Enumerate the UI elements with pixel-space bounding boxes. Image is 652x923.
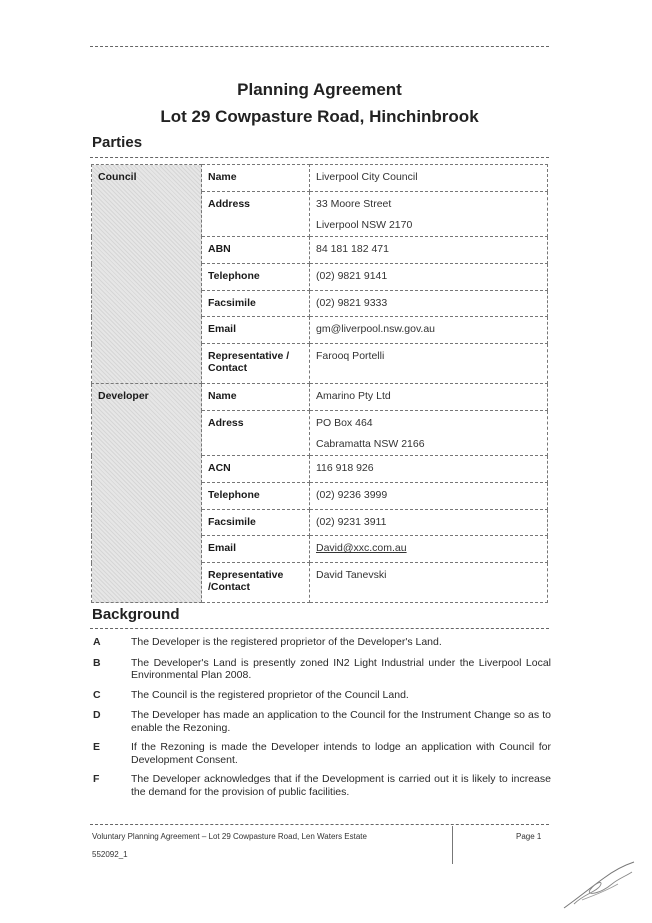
list-item-text: The Developer has made an application to the Council for the Instrument Change so as to enable the Rezoning. xyxy=(131,709,551,734)
field-label: Address xyxy=(202,192,310,237)
developer-acn: 116 918 926 xyxy=(310,456,548,483)
field-label: Facsimile xyxy=(202,291,310,317)
developer-email[interactable]: David@xxc.com.au xyxy=(310,536,548,563)
council-address-line2: Liverpool NSW 2170 xyxy=(316,219,413,231)
list-item xyxy=(93,741,551,766)
council-telephone: (02) 9821 9141 xyxy=(310,264,548,291)
list-item xyxy=(93,636,551,649)
list-item xyxy=(93,773,551,798)
rep-label-line1: Representative / xyxy=(208,350,290,362)
developer-representative: David Tanevski xyxy=(310,563,548,603)
field-label: Name xyxy=(202,384,310,411)
list-item-letter: A xyxy=(93,636,101,648)
parties-heading: Parties xyxy=(92,134,143,151)
developer-facsimile: (02) 9231 3911 xyxy=(310,510,548,536)
footer-document-title: Voluntary Planning Agreement – Lot 29 Cowpasture Road, Len Waters Estate xyxy=(92,832,367,841)
field-label: Adress xyxy=(202,411,310,456)
footer-divider xyxy=(452,826,453,864)
field-label: Facsimile xyxy=(202,510,310,536)
signature-initials xyxy=(560,858,640,913)
council-facsimile: (02) 9821 9333 xyxy=(310,291,548,317)
developer-address-line1: PO Box 464 xyxy=(316,417,373,429)
council-address xyxy=(310,192,548,237)
table-row xyxy=(92,384,548,411)
list-item-text: The Council is the registered proprietor of the Council Land. xyxy=(131,688,409,701)
document-title: Planning Agreement xyxy=(237,80,402,99)
list-item-letter: D xyxy=(93,709,101,721)
list-item-letter: E xyxy=(93,741,101,753)
list-item-text: If the Rezoning is made the Developer intends to lodge an application with Council for Development Consent. xyxy=(131,741,551,766)
parties-rule xyxy=(90,157,549,158)
field-label: Name xyxy=(202,165,310,192)
field-label: Telephone xyxy=(202,483,310,510)
field-label xyxy=(202,344,310,384)
field-label: ABN xyxy=(202,237,310,264)
table-row xyxy=(92,165,548,192)
background-heading: Background xyxy=(92,606,180,623)
field-label xyxy=(202,563,310,603)
list-item-letter: C xyxy=(93,688,101,701)
council-abn: 84 181 182 471 xyxy=(310,237,548,264)
header-rule xyxy=(90,46,549,47)
list-item-letter: F xyxy=(93,773,100,785)
background-rule xyxy=(90,628,549,629)
rep-label-line1: Representative xyxy=(208,569,284,581)
list-item-text: The Developer is the registered proprietor of the Developer's Land. xyxy=(131,636,442,648)
rep-label-line2: /Contact xyxy=(208,581,250,593)
rep-label-line2: Contact xyxy=(208,362,248,374)
party-council-label: Council xyxy=(92,165,202,384)
list-item-text: The Developer's Land is presently zoned IN2 Light Industrial under the Liverpool Local Environmental Plan 2008. xyxy=(131,656,551,681)
field-label: Email xyxy=(202,536,310,563)
list-item-text: The Developer acknowledges that if the Development is carried out it is likely to increase the demand for the provision of public facilities. xyxy=(131,773,551,798)
field-label: ACN xyxy=(202,456,310,483)
developer-address xyxy=(310,411,548,456)
list-item xyxy=(93,689,551,702)
parties-table xyxy=(91,164,548,603)
developer-address-line2: Cabramatta NSW 2166 xyxy=(316,438,425,450)
developer-name: Amarino Pty Ltd xyxy=(310,384,548,411)
page-number: Page 1 xyxy=(516,832,542,841)
council-email: gm@liverpool.nsw.gov.au xyxy=(310,317,548,344)
footer-reference: 552092_1 xyxy=(92,850,128,859)
council-name: Liverpool City Council xyxy=(310,165,548,192)
council-representative: Farooq Portelli xyxy=(310,344,548,384)
field-label: Telephone xyxy=(202,264,310,291)
list-item xyxy=(93,657,551,682)
field-label: Email xyxy=(202,317,310,344)
document-subtitle: Lot 29 Cowpasture Road, Hinchinbrook xyxy=(160,107,479,126)
council-address-line1: 33 Moore Street xyxy=(316,198,392,210)
developer-telephone: (02) 9236 3999 xyxy=(310,483,548,510)
background-list xyxy=(93,636,551,798)
party-developer-label: Developer xyxy=(92,384,202,603)
list-item-letter: B xyxy=(93,656,101,669)
footer-rule xyxy=(90,824,549,825)
list-item xyxy=(93,709,551,734)
